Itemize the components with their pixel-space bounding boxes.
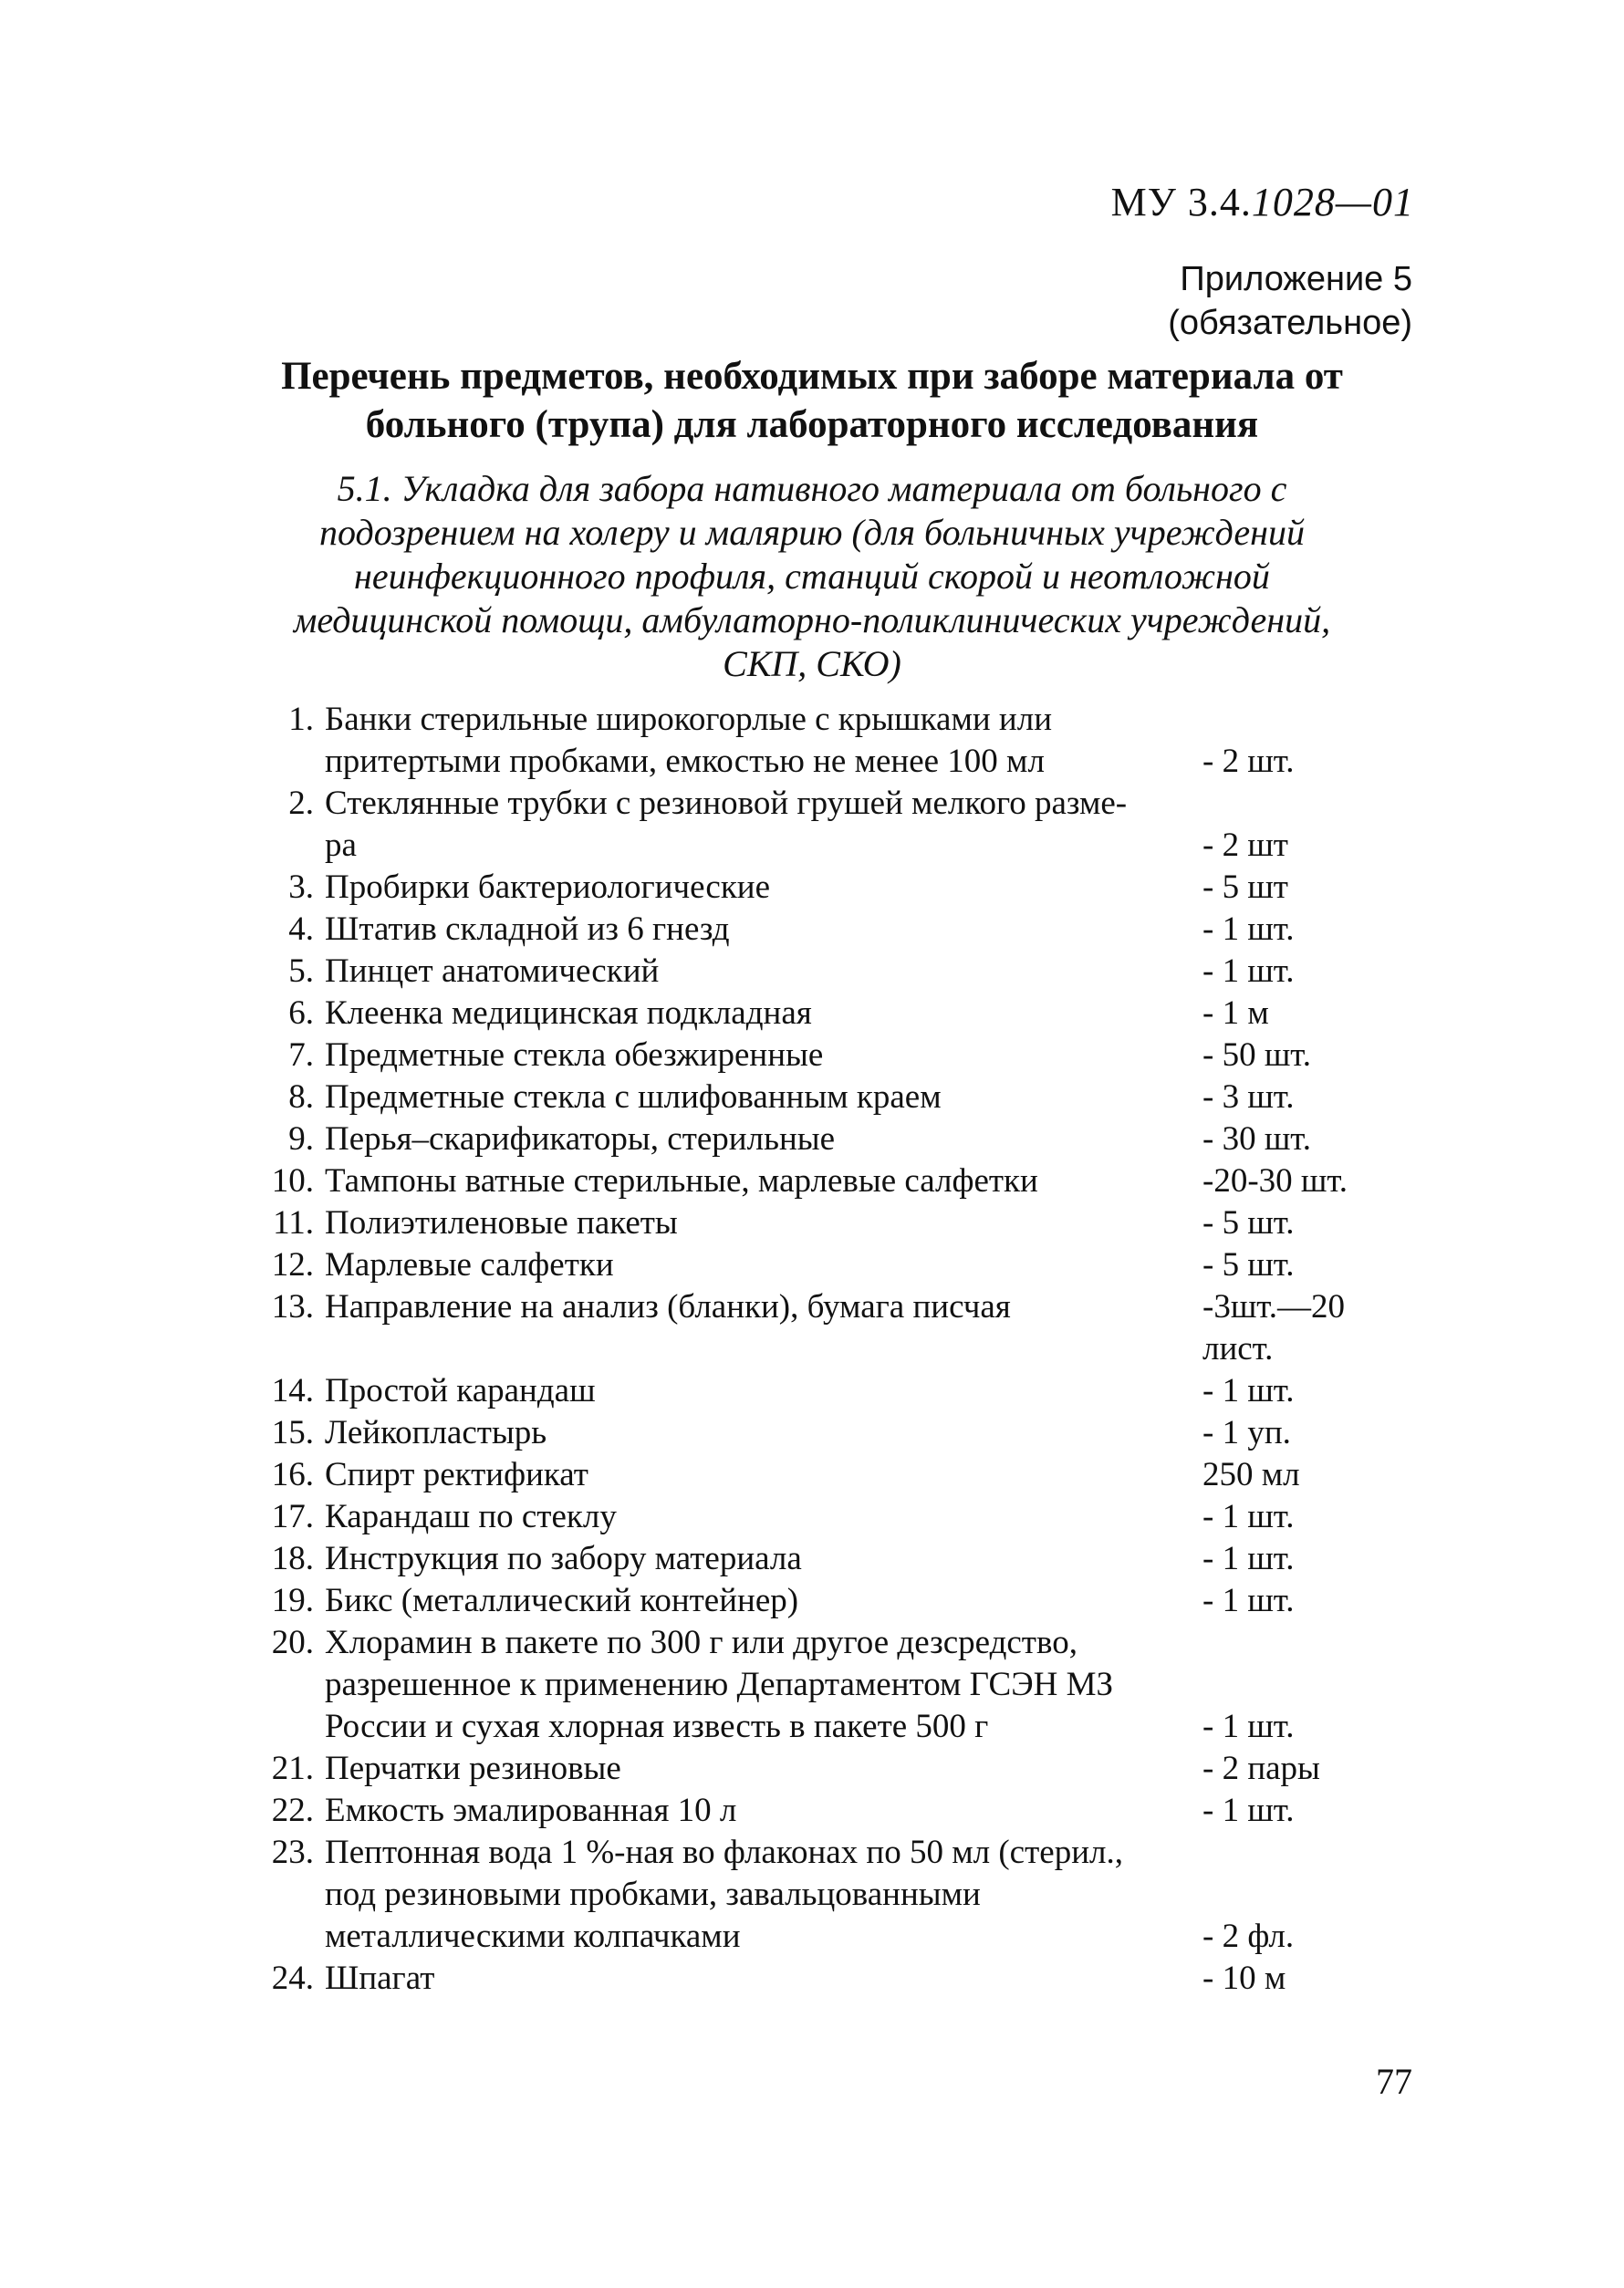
list-item-quantity: - 2 фл. — [1202, 1918, 1295, 1955]
list-item — [215, 1748, 1420, 1790]
list-item-number: 15. — [271, 1414, 314, 1451]
document-code-prefix: МУ 3.4. — [1110, 180, 1252, 224]
list-item — [215, 1118, 1420, 1160]
list-item-text: Пинцет анатомический — [325, 952, 660, 990]
list-item-number: 7. — [288, 1036, 314, 1074]
page-number: 77 — [1376, 2061, 1412, 2102]
list-item-number: 21. — [271, 1750, 314, 1787]
list-item-quantity: - 30 шт. — [1202, 1120, 1311, 1158]
list-item-quantity: - 5 шт. — [1202, 1204, 1295, 1242]
list-item-text: Пептонная вода 1 %-ная во флаконах по 50 мл (стерил., под резиновыми пробками, завальцованными металлическими колпачками — [325, 1834, 1123, 1955]
appendix-number: Приложение 5 — [1180, 260, 1412, 298]
list-item-number: 22. — [271, 1792, 314, 1829]
list-item-text: Предметные стекла с шлифованным краем — [325, 1078, 942, 1116]
list-item — [215, 1076, 1420, 1118]
list-item-number: 23. — [271, 1834, 314, 1871]
list-item — [215, 867, 1420, 909]
page-title-line-2: больного (трупа) для лабораторного исследования — [365, 403, 1259, 446]
list-item-text: Бикс (металлический контейнер) — [325, 1582, 799, 1619]
list-item-quantity: - 10 м — [1202, 1960, 1286, 1997]
list-item-number: 12. — [271, 1246, 314, 1284]
page-title — [219, 352, 1405, 449]
document-code-number: 1028—01 — [1251, 180, 1414, 224]
list-item-text: Инструкция по забору материала — [325, 1540, 802, 1577]
list-item-quantity: - 5 шт — [1202, 868, 1288, 906]
list-item-quantity: - 1 шт. — [1202, 1372, 1295, 1409]
list-item-number: 2. — [288, 785, 314, 822]
list-item-number: 11. — [273, 1204, 314, 1242]
list-item-number: 19. — [271, 1582, 314, 1619]
list-item-number: 17. — [271, 1498, 314, 1535]
list-item-quantity: - 1 шт. — [1202, 1540, 1295, 1577]
list-item — [215, 951, 1420, 993]
list-item-text: Простой карандаш — [325, 1372, 596, 1409]
list-item — [215, 1832, 1420, 1958]
list-item-text: Полиэтиленовые пакеты — [325, 1204, 678, 1242]
list-item — [215, 993, 1420, 1035]
list-item-number: 9. — [288, 1120, 314, 1158]
list-item-number: 14. — [271, 1372, 314, 1409]
list-item-quantity: - 1 м — [1202, 994, 1269, 1032]
list-item-text: Тампоны ватные стерильные, марлевые салфетки — [325, 1162, 1038, 1200]
list-item-number: 24. — [271, 1960, 314, 1997]
list-item-number: 4. — [288, 910, 314, 948]
list-item-number: 13. — [271, 1288, 314, 1326]
list-item — [215, 1035, 1420, 1076]
list-item-quantity: - 1 шт. — [1202, 1792, 1295, 1829]
list-item-quantity: - 1 шт. — [1202, 1582, 1295, 1619]
list-item-quantity: - 1 шт. — [1202, 1498, 1295, 1535]
list-item-number: 20. — [271, 1624, 314, 1661]
list-item — [215, 1790, 1420, 1832]
list-item-text: Хлорамин в пакете по 300 г или другое дезсредство, разрешенное к применению Департаментом ГСЭН МЗ России и сухая хлорная известь в пакете 500 г — [325, 1624, 1114, 1745]
list-item-text: Банки стерильные широкогорлые с крышками или притертыми пробками, емкостью не менее 100 мл — [325, 701, 1052, 780]
section-heading-line-1: 5.1. Укладка для забора нативного материала от больного с — [337, 468, 1287, 509]
list-item-quantity: - 2 пары — [1202, 1750, 1320, 1787]
list-item-quantity: -3шт.—20 лист. — [1202, 1288, 1345, 1368]
list-item-number: 6. — [288, 994, 314, 1032]
page-title-line-1: Перечень предметов, необходимых при заборе материала от — [281, 355, 1343, 398]
list-item — [215, 1580, 1420, 1622]
list-item-quantity: - 1 шт. — [1202, 952, 1295, 990]
list-item-number: 18. — [271, 1540, 314, 1577]
section-heading-line-3: неинфекционного профиля, станций скорой и неотложной — [354, 556, 1270, 597]
appendix-status: (обязательное) — [1168, 304, 1412, 342]
list-item-text: Направление на анализ (бланки), бумага писчая — [325, 1288, 1011, 1326]
list-item-quantity: - 5 шт. — [1202, 1246, 1295, 1284]
list-item-number: 3. — [288, 868, 314, 906]
list-item — [215, 1496, 1420, 1538]
section-heading-line-4: медицинской помощи, амбулаторно-поликлинических учреждений, — [293, 599, 1331, 640]
list-item-quantity: - 50 шт. — [1202, 1036, 1311, 1074]
list-item-number: 1. — [288, 701, 314, 738]
list-item-quantity: - 1 шт. — [1202, 910, 1295, 948]
list-item-text: Емкость эмалированная 10 л — [325, 1792, 737, 1829]
list-item — [215, 1160, 1420, 1202]
list-item — [215, 699, 1420, 783]
list-item — [215, 783, 1420, 867]
section-heading — [219, 467, 1405, 686]
list-item-text: Перчатки резиновые — [325, 1750, 621, 1787]
list-item — [215, 1244, 1420, 1286]
list-item-quantity: - 3 шт. — [1202, 1078, 1295, 1116]
list-item — [215, 909, 1420, 951]
list-item-text: Пробирки бактериологические — [325, 868, 771, 906]
list-item-quantity: - 2 шт. — [1202, 743, 1295, 780]
list-item — [215, 1370, 1420, 1412]
list-item-text: Перья–скарификаторы, стерильные — [325, 1120, 836, 1158]
list-item — [215, 1412, 1420, 1454]
list-item-text: Клеенка медицинская подкладная — [325, 994, 812, 1032]
list-item-quantity: - 1 уп. — [1202, 1414, 1291, 1451]
list-item-quantity: - 1 шт. — [1202, 1708, 1295, 1745]
list-item-quantity: 250 мл — [1202, 1456, 1300, 1493]
list-item — [215, 1958, 1420, 2000]
list-item-text: Предметные стекла обезжиренные — [325, 1036, 824, 1074]
document-code — [1111, 179, 1414, 225]
list-item — [215, 1286, 1420, 1370]
list-item-text: Штатив складной из 6 гнезд — [325, 910, 730, 948]
list-item-quantity: -20-30 шт. — [1202, 1162, 1348, 1200]
list-item-text: Шпагат — [325, 1960, 435, 1997]
list-item-number: 16. — [271, 1456, 314, 1493]
list-item-text: Стеклянные трубки с резиновой грушей мелкого разме- ра — [325, 785, 1128, 864]
list-item — [215, 1454, 1420, 1496]
list-item-number: 5. — [288, 952, 314, 990]
list-item — [215, 1622, 1420, 1748]
list-item-number: 8. — [288, 1078, 314, 1116]
list-item-number: 10. — [271, 1162, 314, 1200]
list-item-quantity: - 2 шт — [1202, 827, 1288, 864]
list-item-text: Спирт ректификат — [325, 1456, 588, 1493]
list-item-text: Карандаш по стеклу — [325, 1498, 617, 1535]
list-item — [215, 1202, 1420, 1244]
section-heading-line-2: подозрением на холеру и малярию (для больничных учреждений — [318, 512, 1306, 553]
list-item — [215, 1538, 1420, 1580]
appendix-label — [1168, 257, 1412, 345]
list-item-text: Лейкопластырь — [325, 1414, 547, 1451]
section-heading-line-5: СКП, СКО) — [723, 643, 901, 684]
list-item-text: Марлевые салфетки — [325, 1246, 614, 1284]
items-list — [215, 699, 1420, 2000]
